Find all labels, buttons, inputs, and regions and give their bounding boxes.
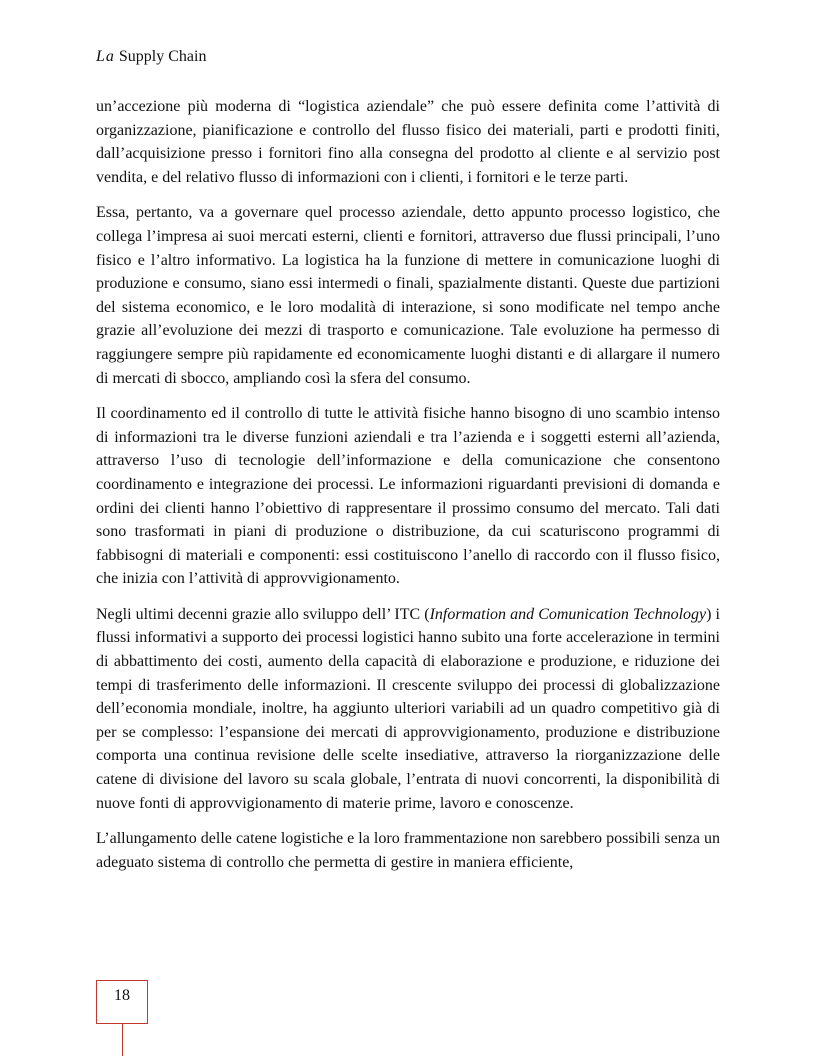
paragraph-1: un’accezione più moderna di “logistica aziendale” che può essere definita come l’attività di organizzazione, pianificazione e controllo del flusso fisico dei materiali, parti e prodotti finiti, dall’acquisizione presso i fornitori fino alla consegna del prodotto al cliente e al servizio post vendita, e del relativo flusso di informazioni con i clienti, i fornitori e le terze parti. <box>96 98 720 186</box>
itc-italic-term: Information and Comunication Technology <box>429 605 707 623</box>
page-number: 18 <box>114 987 130 1004</box>
itc-text-after: ) i flussi informativi a supporto dei processi logistici hanno subito una forte accelerazione in termini di abbattimento dei costi, aumento della capacità di elaborazione e produzione, e riduzione dei tempi di trasferimento delle informazioni. Il crescente sviluppo dei processi di globalizzazione dell’economia mondiale, inoltre, ha aggiunto ulteriori variabili ad un quadro competitivo già di per se complesso: l’espansione dei mercati di approvvigionamento, produzione e distribuzione comporta una continua revisione delle scelte insediative, attraverso la riorganizzazione delle catene di divisione del lavoro su scala globale, l’entrata di nuovi concorrenti, la disponibilità di nuove fonti di approvvigionamento di materie prime, lavoro e conoscenze. <box>96 605 720 812</box>
body-text <box>96 95 720 886</box>
paragraph-3: Il coordinamento ed il controllo di tutte le attività fisiche hanno bisogno di uno scambio intenso di informazioni tra le diverse funzioni aziendali e tra l’azienda e i soggetti esterni all’azienda, attraverso l’uso di tecnologie dell’informazione e della comunicazione che consentono coordinamento e integrazione dei processi. Le informazioni riguardanti previsioni di domanda e ordini dei clienti hanno l’obiettivo di rappresentare il prossimo consumo del mercato. Tali dati sono trasformati in piani di produzione o distribuzione, da cui scaturiscono programmi di fabbisogni di materiali e componenti: essi costituiscono l’anello di raccordo con il flusso fisico, che inizia con l’attività di approvvigionamento. <box>96 405 720 588</box>
page-number-rule <box>122 1024 123 1056</box>
page-number-box <box>96 980 148 1024</box>
running-header <box>96 48 206 66</box>
header-prefix: La <box>96 48 115 65</box>
paragraph-2: Essa, pertanto, va a governare quel processo aziendale, detto appunto processo logistico, che collega l’impresa ai suoi mercati esterni, clienti e fornitori, attraverso due flussi principali, l’uno fisico e l’altro informativo. La logistica ha la funzione di mettere in comunicazione luoghi di produzione e consumo, siano essi intermedi o finali, spazialmente distanti. Queste due partizioni del sistema economico, e le loro modalità di interazione, si sono modificate nel tempo anche grazie all’evoluzione dei mezzi di trasporto e comunicazione. Tale evoluzione ha permesso di raggiungere sempre più rapidamente ed economicamente luoghi distanti e di allargare il numero di mercati di sbocco, ampliando così la sfera del consumo. <box>96 204 720 387</box>
paragraph-itc <box>96 603 720 815</box>
itc-text-before: Negli ultimi decenni grazie allo sviluppo dell’ ITC ( <box>96 605 430 623</box>
paragraph-last: L’allungamento delle catene logistiche e la loro frammentazione non sarebbero possibili senza un adeguato sistema di controllo che permetta di gestire in maniera efficiente, <box>96 830 720 871</box>
header-title: Supply Chain <box>118 48 207 65</box>
